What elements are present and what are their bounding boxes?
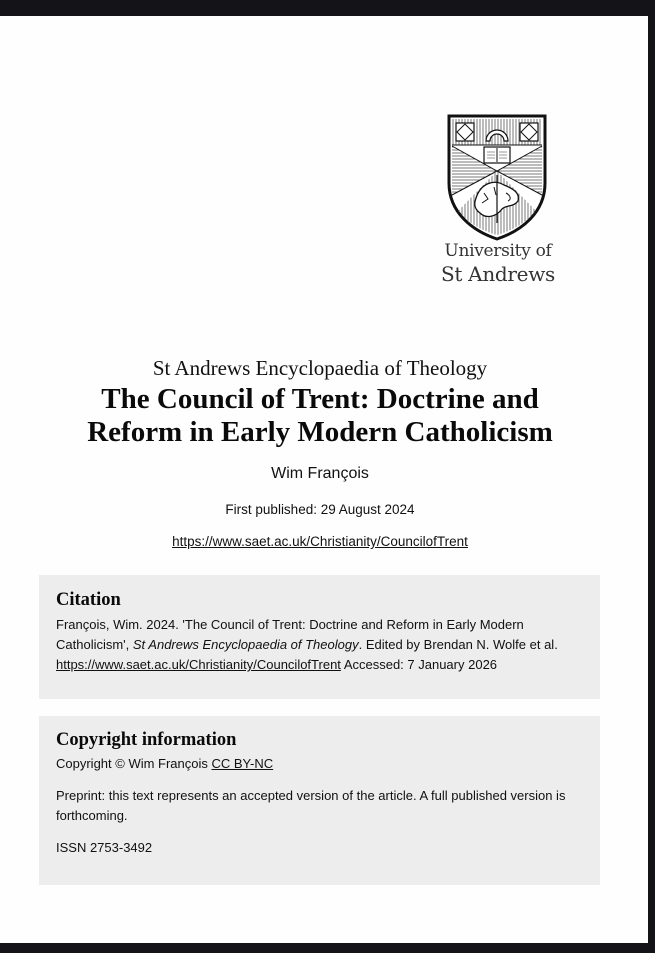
article-title-line2: Reform in Early Modern Catholicism [87, 416, 553, 448]
citation-url-link[interactable]: https://www.saet.ac.uk/Christianity/CouncilofTrent [56, 657, 341, 672]
citation-text-part2: . Edited by Brendan N. Wolfe et al. [358, 637, 558, 652]
citation-text-part1: François, Wim. 2024. 'The Council of Trent: Doctrine and Reform in Early Modern Catholicism', [56, 617, 524, 652]
article-title [40, 383, 600, 449]
university-name-line2: St Andrews [440, 262, 555, 286]
author-name: Wim François [271, 465, 369, 482]
copyright-box [39, 716, 600, 885]
citation-heading: Citation [56, 590, 121, 610]
article-url-container [0, 534, 640, 549]
citation-box [39, 575, 600, 699]
copyright-heading: Copyright information [56, 730, 237, 750]
citation-text [56, 615, 583, 675]
license-link[interactable]: CC BY-NC [211, 756, 274, 771]
document-page [0, 16, 648, 943]
issn-number: ISSN 2753-3492 [56, 840, 153, 855]
university-crest-icon [446, 113, 548, 241]
citation-accessed: Accessed: 7 January 2026 [340, 657, 498, 672]
citation-journal: St Andrews Encyclopaedia of Theology [132, 637, 359, 652]
article-title-line1: The Council of Trent: Doctrine and [101, 383, 539, 415]
preprint-notice: Preprint: this text represents an accepted version of the article. A full published version is forthcoming. [56, 788, 566, 823]
university-name-line1: University of [444, 241, 552, 261]
copyright-text: Copyright © Wim François [56, 756, 212, 771]
copyright-line [56, 754, 583, 774]
publication-date: First published: 29 August 2024 [225, 502, 415, 517]
series-title: St Andrews Encyclopaedia of Theology [152, 356, 488, 380]
article-url-link[interactable]: https://www.saet.ac.uk/Christianity/CouncilofTrent [172, 534, 468, 549]
